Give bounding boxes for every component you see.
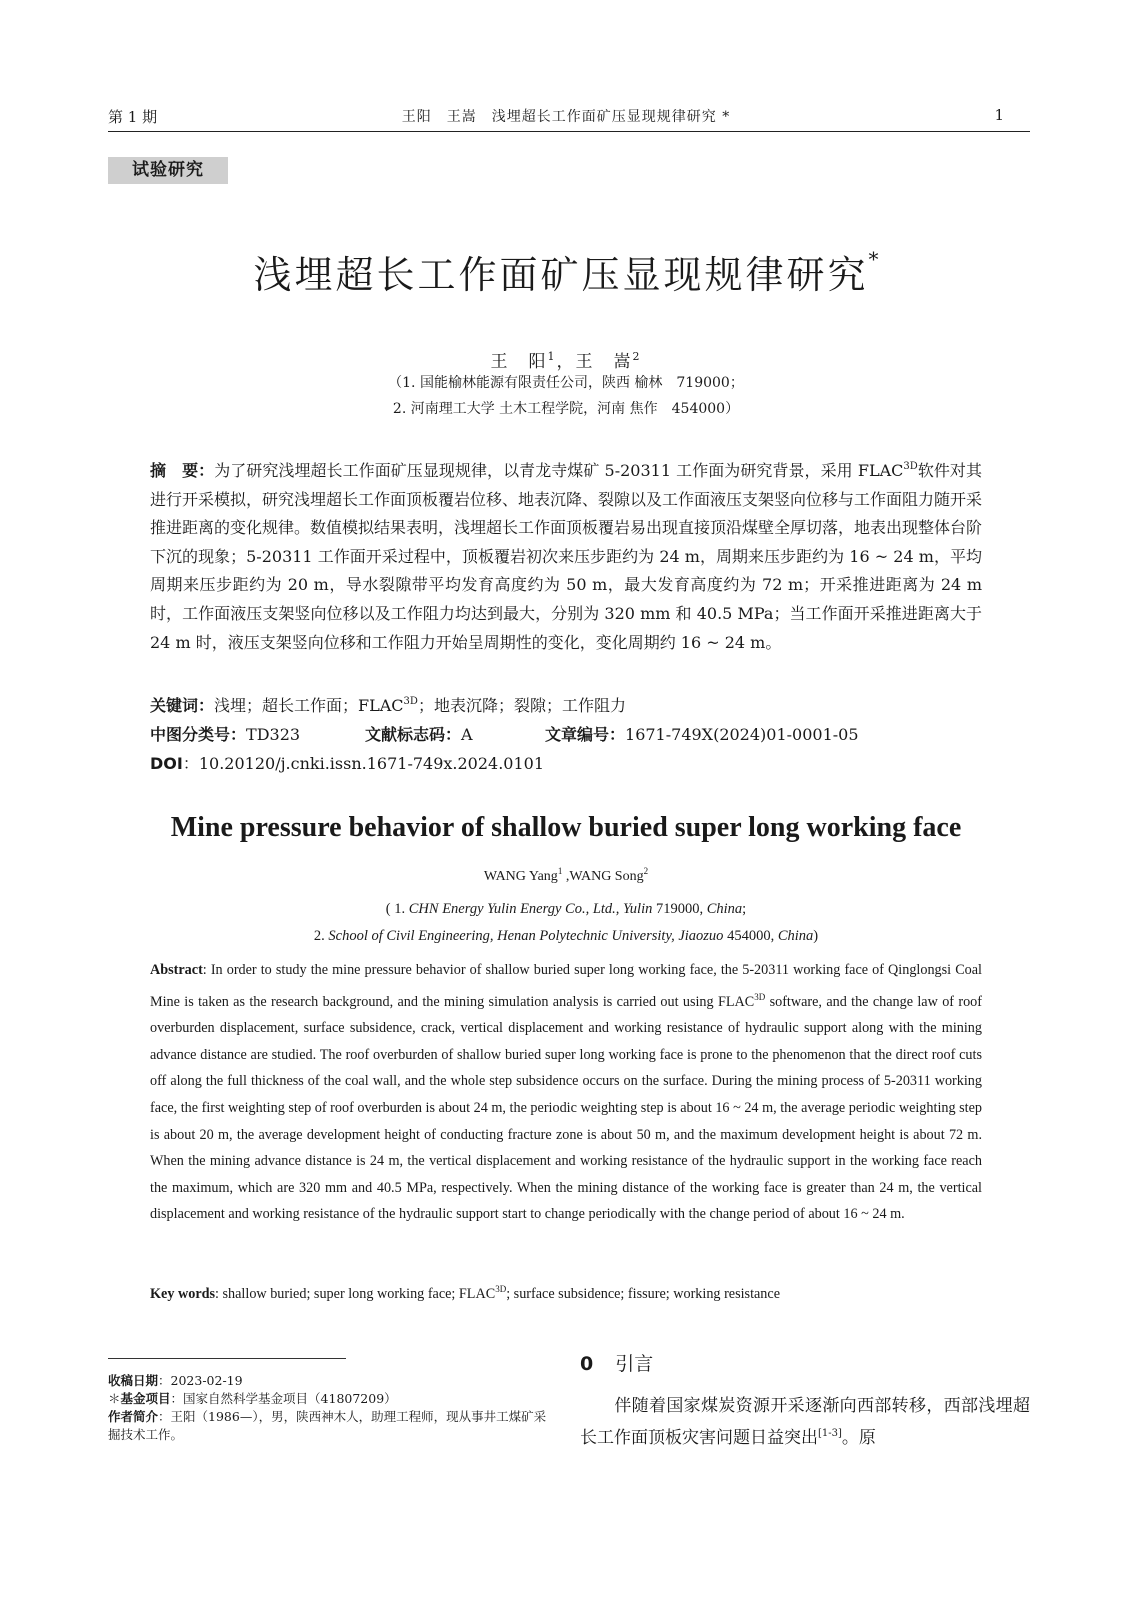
keywords-cn-text-a: 浅埋；超长工作面；FLAC [214, 696, 404, 715]
aff-en-2-zip: 454000, [723, 928, 778, 944]
keywords-en [150, 1276, 982, 1308]
keywords-en-text-a: : shallow buried; super long working face; FLAC [215, 1286, 496, 1302]
abstract-en [150, 957, 982, 1228]
aff-en-1-org: CHN Energy Yulin Energy Co., Ltd., Yulin [408, 901, 653, 917]
article-no-label: 文章编号： [545, 725, 626, 744]
clc-value: TD323 [246, 725, 301, 744]
doi-line [150, 751, 544, 774]
aff-en-1-end: ; [742, 901, 747, 917]
aff-en-1-country: China [706, 901, 743, 917]
author-1-affil: 1 [547, 350, 557, 363]
author-2-en: WANG Song [569, 869, 644, 884]
abstract-en-text-a: : In order to study the mine pressure behavior of shallow buried super long working face, the 5-20311 working face of Qinglongsi Coal Mine is taken as the research background, and the mining simulation analysis is carried out using FLAC [150, 962, 982, 1010]
paper-title-cn [0, 244, 1132, 299]
author-2-cn: 王 嵩 [575, 352, 633, 372]
header-rule [108, 131, 1030, 132]
aff-en-2-country: China [777, 928, 814, 944]
intro-paragraph [580, 1392, 1030, 1452]
intro-text-a: 伴随着国家煤炭资源开采逐渐向西部转移，西部浅埋超长工作面顶板灾害问题日益突出 [580, 1396, 1030, 1448]
section-heading-intro [580, 1349, 653, 1376]
keywords-en-label: Key words [150, 1286, 216, 1302]
running-header-issue: 第 1 期 [108, 108, 158, 126]
clc-item [150, 722, 300, 745]
aff-en-2-org: School of Civil Engineering, Henan Polytechnic University, Jiaozuo [328, 928, 724, 944]
keywords-en-text-b: ; surface subsidence; fissure; working resistance [506, 1286, 780, 1302]
running-header-title: 王阳 王嵩 浅埋超长工作面矿压显现规律研究 * [401, 109, 731, 125]
received-value: ：2023-02-19 [158, 1373, 243, 1388]
affiliation-cn-2: 2. 河南理工大学 土木工程学院，河南 焦作 454000） [392, 401, 740, 417]
intro-citation: [1-3] [818, 1428, 842, 1439]
doi-label: DOI [150, 754, 183, 773]
affiliation-cn-1: （1. 国能榆林能源有限责任公司，陕西 榆林 719000； [388, 375, 744, 391]
keywords-cn-sup: 3D [403, 696, 418, 707]
abstract-cn [150, 453, 982, 657]
fund-value: ：国家自然科学基金项目（41807209） [170, 1391, 397, 1406]
intro-text-b: 。原 [841, 1428, 876, 1448]
footnote-fund [108, 1390, 558, 1408]
author-2-affil: 2 [632, 350, 642, 363]
section-title: 引言 [615, 1353, 654, 1375]
title-footnote-mark: * [868, 247, 879, 271]
abstract-cn-text-b: 软件对其进行开采模拟，研究浅埋超长工作面顶板覆岩位移、地表沉降、裂隙以及工作面液压支架竖向位移与工作面阻力随开采推进距离的变化规律。数值模拟结果表明，浅埋超长工作面顶板覆岩易出现直接顶沿煤壁全厚切落，地表出现整体台阶下沉的现象；5-20311 工作面开采过程中，顶板覆岩初次来压步距约为 24 m，周期来压步距约为 16 ~ 24 m，平均周期来压步距约为 20 m，导水裂隙带平均发育高度约为 50 m，最大发育高度约为 72 m；开采推进距离为 24 m 时，工作面液压支架竖向位移以及工作阻力均达到最大，分别为 320 mm 和 40.5 MPa；当工作面开采推进距离大于 24 m 时，液压支架竖向位移和工作阻力开始呈周期性的变化，变化周期约 16 ~ 24 m。 [150, 461, 983, 652]
footnote-author [108, 1408, 558, 1444]
page-number: 1 [994, 106, 1004, 124]
footnotes [108, 1372, 558, 1444]
article-no-value: 1671-749X(2024)01-0001-05 [625, 725, 859, 744]
doc-code-value: A [461, 725, 473, 744]
abstract-en-text-b: software, and the change law of roof overburden displacement, surface subsidence, crack, vertical displacement and working resistance of hydraulic support along with the mining advance distance are studied. The roof overburden of shallow buried super long working face is prone to the phenomenon that the direct roof cuts off along the full thickness of the coal wall, and the whole step subsidence occurs on the surface. During the mining process of 5-20311 working face, the first weighting step of roof overburden is about 24 m, the periodic weighting step is about 16 ~ 24 m, the average periodic weighting step is about 20 m, the average development height of conducting fracture zone is about 50 m, and the maximum development height is about 72 m. When the mining advance distance is 24 m, the vertical displacement and working resistance of the hydraulic support in the working face reach the maximum, which are 320 mm and 40.5 MPa, respectively. When the mining distance of the working face is greater than 24 m, the vertical displacement and working resistance of the hydraulic support start to change periodically with the change period of about 16 ~ 24 m. [150, 993, 982, 1223]
section-tag: 试验研究 [108, 157, 228, 184]
affiliation-en-2 [0, 928, 1132, 945]
abstract-cn-text-a: 为了研究浅埋超长工作面矿压显现规律，以青龙寺煤矿 5-20311 工作面为研究背景，采用 FLAC [214, 461, 904, 480]
aff-en-2-end: ) [813, 928, 819, 944]
doc-code-label: 文献标志码： [365, 725, 462, 744]
abstract-en-sup: 3D [754, 991, 766, 1002]
author-bio-value: ：王阳（1986—），男，陕西神木人，助理工程师，现从事井工煤矿采掘技术工作。 [108, 1409, 547, 1442]
paper-title-en: Mine pressure behavior of shallow buried super long working face [170, 812, 962, 843]
paper-title-cn-text: 浅埋超长工作面矿压显现规律研究 [253, 253, 869, 297]
keywords-cn-text-b: ；地表沉降；裂隙；工作阻力 [417, 696, 626, 715]
keywords-en-sup: 3D [495, 1284, 507, 1294]
abstract-cn-sup: 3D [903, 461, 918, 472]
section-number: 0 [580, 1353, 594, 1375]
abstract-cn-label: 摘 要： [150, 461, 215, 480]
author-1-en: WANG Yang [483, 869, 558, 884]
abstract-en-label: Abstract [150, 962, 203, 978]
footnote-rule [108, 1358, 346, 1359]
aff-en-1-zip: 719000, [652, 901, 707, 917]
author-bio-label: 作者简介 [108, 1409, 159, 1424]
author-1-en-affil: 1 [557, 866, 563, 876]
fund-label: 基金项目 [120, 1391, 171, 1406]
affiliation-en-1 [0, 901, 1132, 918]
aff-en-2-open: 2. [313, 928, 329, 944]
article-no-item [545, 722, 859, 745]
author-1-cn: 王 阳 [490, 352, 548, 372]
keywords-cn [150, 688, 982, 721]
clc-label: 中图分类号： [150, 725, 247, 744]
doi-value: ：10.20120/j.cnki.issn.1671-749x.2024.0101 [182, 754, 545, 773]
author-sep: ， [556, 352, 576, 372]
keywords-cn-label: 关键词： [150, 696, 215, 715]
author-en-sep: , [562, 869, 570, 884]
received-label: 收稿日期 [108, 1373, 159, 1388]
fund-mark: ＊ [108, 1391, 121, 1406]
aff-en-1-open: ( 1. [385, 901, 409, 917]
author-2-en-affil: 2 [643, 866, 649, 876]
authors-cn [0, 347, 1132, 372]
authors-en [0, 866, 1132, 885]
footnote-received [108, 1372, 558, 1390]
doc-code-item [365, 722, 473, 745]
